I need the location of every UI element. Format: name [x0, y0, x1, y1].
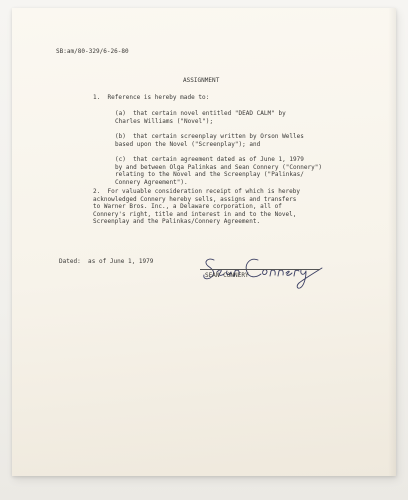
dated-line: Dated: as of June 1, 1979 [59, 258, 154, 265]
reference-code: SB:am/80-329/6-26-80 [56, 48, 129, 55]
clause-b: (b) that certain screenplay written by Orson Welles based upon the Novel ("Screenplay"); and [115, 133, 304, 148]
clause-c: (c) that certain agreement dated as of June 1, 1979 by and between Olga Palinkas and Sean Connery ("Connery") relating to the Novel and the Screenplay ("Palinkas/ Connery Agreement"). [115, 156, 323, 186]
signature-line [200, 269, 320, 270]
handwritten-signature [200, 248, 330, 294]
signatory-name: SEAN CONNERY [205, 272, 249, 279]
clause-a: (a) that certain novel entitled "DEAD CALM" by Charles Williams ("Novel"); [115, 110, 286, 125]
paragraph-2: 2. For valuable consideration receipt of which is hereby acknowledged Connery hereby sells, assigns and transfers to Warner Bros. Inc., a Delaware corporation, all of Connery's right, title and interest in and to the Novel, Screenplay and the Palinkas/Connery Agreement. [93, 188, 301, 225]
paragraph-1-intro: 1. Reference is hereby made to: [93, 94, 210, 101]
document-title: ASSIGNMENT [183, 77, 220, 84]
